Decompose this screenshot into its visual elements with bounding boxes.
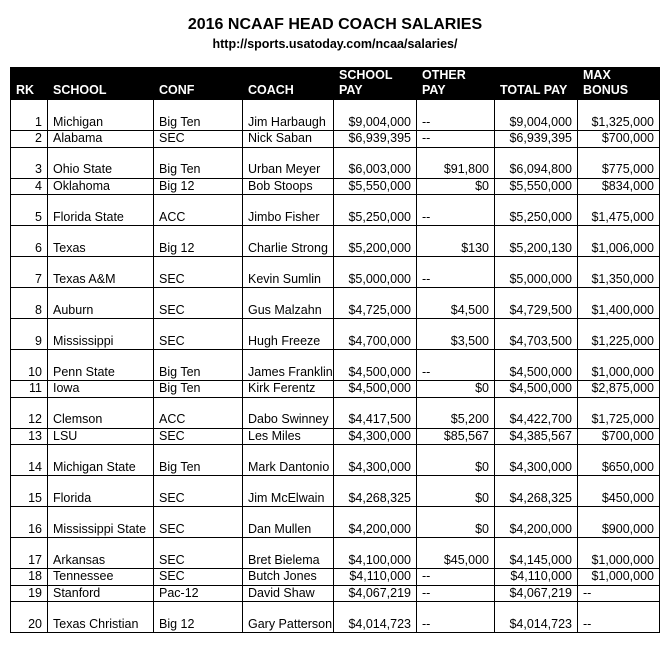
school-pay-cell: $5,250,000 [334, 195, 417, 226]
header-coach: COACH [243, 67, 334, 100]
conf-cell: ACC [154, 195, 243, 226]
school-cell: Iowa [48, 381, 154, 398]
max-bonus-cell: $700,000 [578, 131, 660, 148]
school-pay-cell: $4,700,000 [334, 319, 417, 350]
max-bonus-cell: $1,475,000 [578, 195, 660, 226]
school-pay-cell: $4,110,000 [334, 569, 417, 586]
coach-cell: David Shaw [243, 585, 334, 602]
coach-cell: Charlie Strong [243, 226, 334, 257]
other-pay-cell: $85,567 [417, 428, 495, 445]
total-pay-cell: $4,268,325 [495, 476, 578, 507]
table-row [11, 381, 660, 398]
rk-cell: 15 [11, 476, 48, 507]
school-pay-cell: $4,200,000 [334, 507, 417, 538]
rk-cell: 1 [11, 100, 48, 131]
school-cell: Michigan State [48, 445, 154, 476]
rk-cell: 20 [11, 602, 48, 633]
rk-cell: 14 [11, 445, 48, 476]
max-bonus-cell: $834,000 [578, 178, 660, 195]
coach-cell: Gus Malzahn [243, 288, 334, 319]
school-pay-cell: $4,500,000 [334, 350, 417, 381]
total-pay-cell: $4,200,000 [495, 507, 578, 538]
school-pay-cell: $4,014,723 [334, 602, 417, 633]
conf-cell: SEC [154, 319, 243, 350]
school-pay-cell: $5,550,000 [334, 178, 417, 195]
max-bonus-cell: $1,225,000 [578, 319, 660, 350]
conf-cell: Big 12 [154, 226, 243, 257]
school-cell: Texas Christian [48, 602, 154, 633]
school-pay-cell: $9,004,000 [334, 100, 417, 131]
total-pay-cell: $5,000,000 [495, 257, 578, 288]
school-pay-cell: $4,268,325 [334, 476, 417, 507]
rk-cell: 17 [11, 538, 48, 569]
school-cell: Mississippi [48, 319, 154, 350]
school-cell: Texas [48, 226, 154, 257]
total-pay-cell: $9,004,000 [495, 100, 578, 131]
conf-cell: Big Ten [154, 147, 243, 178]
header-max-bonus: MAX BONUS [578, 67, 660, 100]
rk-cell: 3 [11, 147, 48, 178]
other-pay-cell: $45,000 [417, 538, 495, 569]
rk-cell: 2 [11, 131, 48, 148]
header-other-pay: OTHER PAY [417, 67, 495, 100]
max-bonus-cell: $1,000,000 [578, 350, 660, 381]
other-pay-cell: -- [417, 100, 495, 131]
coach-cell: Jim McElwain [243, 476, 334, 507]
total-pay-cell: $4,067,219 [495, 585, 578, 602]
school-cell: Texas A&M [48, 257, 154, 288]
table-row [11, 397, 660, 428]
salaries-table [10, 67, 660, 633]
other-pay-cell: $3,500 [417, 319, 495, 350]
conf-cell: Pac-12 [154, 585, 243, 602]
total-pay-cell: $6,939,395 [495, 131, 578, 148]
coach-cell: Urban Meyer [243, 147, 334, 178]
conf-cell: SEC [154, 476, 243, 507]
school-pay-cell: $4,725,000 [334, 288, 417, 319]
max-bonus-cell: $1,000,000 [578, 538, 660, 569]
conf-cell: Big Ten [154, 445, 243, 476]
other-pay-cell: -- [417, 350, 495, 381]
school-pay-cell: $5,000,000 [334, 257, 417, 288]
other-pay-cell: $0 [417, 178, 495, 195]
school-cell: Auburn [48, 288, 154, 319]
total-pay-cell: $5,550,000 [495, 178, 578, 195]
other-pay-cell: $0 [417, 381, 495, 398]
total-pay-cell: $4,300,000 [495, 445, 578, 476]
total-pay-cell: $4,385,567 [495, 428, 578, 445]
rk-cell: 9 [11, 319, 48, 350]
school-cell: Tennessee [48, 569, 154, 586]
school-cell: Michigan [48, 100, 154, 131]
rk-cell: 4 [11, 178, 48, 195]
school-pay-cell: $4,300,000 [334, 428, 417, 445]
school-cell: Mississippi State [48, 507, 154, 538]
school-cell: Clemson [48, 397, 154, 428]
other-pay-cell: -- [417, 569, 495, 586]
conf-cell: SEC [154, 569, 243, 586]
total-pay-cell: $4,500,000 [495, 350, 578, 381]
school-pay-cell: $4,500,000 [334, 381, 417, 398]
table-header-row [11, 67, 660, 100]
total-pay-cell: $4,500,000 [495, 381, 578, 398]
max-bonus-cell: $650,000 [578, 445, 660, 476]
rk-cell: 16 [11, 507, 48, 538]
table-row [11, 445, 660, 476]
school-pay-cell: $5,200,000 [334, 226, 417, 257]
conf-cell: SEC [154, 288, 243, 319]
school-cell: Arkansas [48, 538, 154, 569]
other-pay-cell: $0 [417, 476, 495, 507]
conf-cell: Big 12 [154, 178, 243, 195]
total-pay-cell: $4,014,723 [495, 602, 578, 633]
total-pay-cell: $4,145,000 [495, 538, 578, 569]
coach-cell: Kevin Sumlin [243, 257, 334, 288]
table-row [11, 288, 660, 319]
coach-cell: Hugh Freeze [243, 319, 334, 350]
table-row [11, 147, 660, 178]
conf-cell: Big Ten [154, 100, 243, 131]
max-bonus-cell: $1,325,000 [578, 100, 660, 131]
other-pay-cell: $5,200 [417, 397, 495, 428]
rk-cell: 6 [11, 226, 48, 257]
table-row [11, 226, 660, 257]
table-row [11, 538, 660, 569]
coach-cell: Mark Dantonio [243, 445, 334, 476]
coach-cell: James Franklin [243, 350, 334, 381]
school-cell: Florida [48, 476, 154, 507]
table-row [11, 257, 660, 288]
total-pay-cell: $4,729,500 [495, 288, 578, 319]
school-cell: Stanford [48, 585, 154, 602]
max-bonus-cell: $450,000 [578, 476, 660, 507]
total-pay-cell: $4,110,000 [495, 569, 578, 586]
table-row [11, 428, 660, 445]
max-bonus-cell: $1,000,000 [578, 569, 660, 586]
conf-cell: SEC [154, 131, 243, 148]
other-pay-cell: -- [417, 131, 495, 148]
total-pay-cell: $4,422,700 [495, 397, 578, 428]
school-pay-cell: $6,939,395 [334, 131, 417, 148]
coach-cell: Bob Stoops [243, 178, 334, 195]
max-bonus-cell: $775,000 [578, 147, 660, 178]
table-row [11, 585, 660, 602]
header-total-pay: TOTAL PAY [495, 67, 578, 100]
table-row [11, 319, 660, 350]
conf-cell: SEC [154, 428, 243, 445]
table-row [11, 195, 660, 226]
coach-cell: Jim Harbaugh [243, 100, 334, 131]
max-bonus-cell: $1,725,000 [578, 397, 660, 428]
school-pay-cell: $4,100,000 [334, 538, 417, 569]
max-bonus-cell: $1,350,000 [578, 257, 660, 288]
rk-cell: 10 [11, 350, 48, 381]
rk-cell: 12 [11, 397, 48, 428]
other-pay-cell: -- [417, 257, 495, 288]
total-pay-cell: $4,703,500 [495, 319, 578, 350]
coach-cell: Butch Jones [243, 569, 334, 586]
max-bonus-cell: $700,000 [578, 428, 660, 445]
table-body [11, 100, 660, 633]
max-bonus-cell: $1,006,000 [578, 226, 660, 257]
school-pay-cell: $4,300,000 [334, 445, 417, 476]
total-pay-cell: $5,250,000 [495, 195, 578, 226]
school-cell: Ohio State [48, 147, 154, 178]
rk-cell: 8 [11, 288, 48, 319]
other-pay-cell: -- [417, 585, 495, 602]
page-title: 2016 NCAAF HEAD COACH SALARIES [187, 16, 483, 33]
table-row [11, 178, 660, 195]
other-pay-cell: $91,800 [417, 147, 495, 178]
other-pay-cell: $0 [417, 507, 495, 538]
max-bonus-cell: $900,000 [578, 507, 660, 538]
total-pay-cell: $6,094,800 [495, 147, 578, 178]
other-pay-cell: -- [417, 195, 495, 226]
other-pay-cell: -- [417, 602, 495, 633]
coach-cell: Les Miles [243, 428, 334, 445]
coach-cell: Nick Saban [243, 131, 334, 148]
header-conf: CONF [154, 67, 243, 100]
header-school: SCHOOL [48, 67, 154, 100]
max-bonus-cell: -- [578, 602, 660, 633]
conf-cell: SEC [154, 538, 243, 569]
rk-cell: 5 [11, 195, 48, 226]
coach-cell: Kirk Ferentz [243, 381, 334, 398]
coach-cell: Jimbo Fisher [243, 195, 334, 226]
conf-cell: Big Ten [154, 381, 243, 398]
school-pay-cell: $6,003,000 [334, 147, 417, 178]
conf-cell: SEC [154, 257, 243, 288]
total-pay-cell: $5,200,130 [495, 226, 578, 257]
rk-cell: 13 [11, 428, 48, 445]
conf-cell: Big 12 [154, 602, 243, 633]
rk-cell: 7 [11, 257, 48, 288]
school-cell: Alabama [48, 131, 154, 148]
table-row [11, 507, 660, 538]
school-cell: Florida State [48, 195, 154, 226]
rk-cell: 19 [11, 585, 48, 602]
other-pay-cell: $0 [417, 445, 495, 476]
school-cell: LSU [48, 428, 154, 445]
header-rk: RK [11, 67, 48, 100]
coach-cell: Gary Patterson [243, 602, 334, 633]
school-pay-cell: $4,417,500 [334, 397, 417, 428]
other-pay-cell: $4,500 [417, 288, 495, 319]
max-bonus-cell: -- [578, 585, 660, 602]
conf-cell: ACC [154, 397, 243, 428]
header-school-pay: SCHOOL PAY [334, 67, 417, 100]
school-pay-cell: $4,067,219 [334, 585, 417, 602]
max-bonus-cell: $1,400,000 [578, 288, 660, 319]
school-cell: Penn State [48, 350, 154, 381]
table-row [11, 602, 660, 633]
rk-cell: 18 [11, 569, 48, 586]
conf-cell: Big Ten [154, 350, 243, 381]
table-row [11, 476, 660, 507]
coach-cell: Dan Mullen [243, 507, 334, 538]
conf-cell: SEC [154, 507, 243, 538]
max-bonus-cell: $2,875,000 [578, 381, 660, 398]
table-row [11, 100, 660, 131]
rk-cell: 11 [11, 381, 48, 398]
table-row [11, 350, 660, 381]
coach-cell: Dabo Swinney [243, 397, 334, 428]
table-row [11, 131, 660, 148]
school-cell: Oklahoma [48, 178, 154, 195]
source-url: http://sports.usatoday.com/ncaa/salaries/ [212, 37, 458, 51]
coach-cell: Bret Bielema [243, 538, 334, 569]
table-row [11, 569, 660, 586]
other-pay-cell: $130 [417, 226, 495, 257]
